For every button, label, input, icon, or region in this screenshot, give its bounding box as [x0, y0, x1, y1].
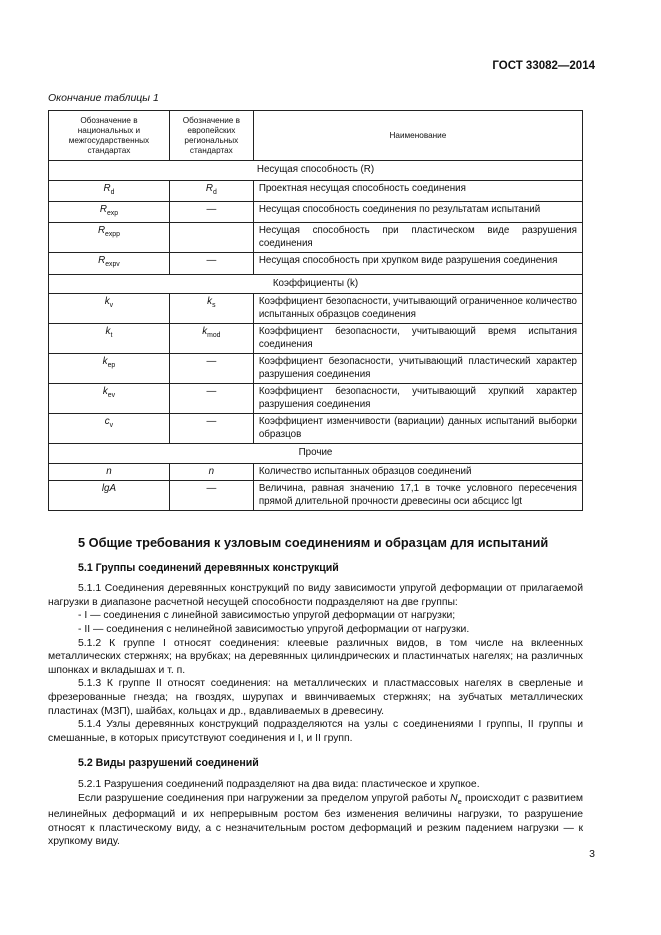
paragraph-5-1-3: 5.1.3 К группе II относят соединения: на металлических и пластмассовых нагелях в сверленые и фрезерованные гнезда; на гвоздях, шурупах и ввинчиваемых стержнях; на зубчатых металлических пластинах (МЗП), шайбах, кольцах и др., вдавливаемых в древесину. — [48, 678, 583, 717]
national-symbol-cell — [49, 294, 170, 324]
symbol: k — [202, 326, 208, 338]
national-symbol-cell — [49, 223, 170, 253]
paragraph-5-1-1: 5.1.1 Соединения деревянных конструкций по виду зависимости упругой деформации от прилагаемой нагрузки в диапазоне расчетной несущей способности подразделяют на две группы: — [48, 583, 583, 608]
national-symbol-cell — [49, 354, 170, 384]
symbol: n — [106, 465, 112, 477]
symbol: R — [99, 203, 107, 215]
table-row — [49, 463, 583, 481]
text-fragment: происходит с развитием нелинейных деформаций и их непрерывным ростом без изменения величины нагрузки, то разрушение относят к пластическому виду, а с незначительным ростом деформаций и резким падением нагрузки — к хрупкому виду. — [48, 792, 583, 848]
symbol-subscript: exp — [106, 209, 119, 217]
section-row — [49, 444, 583, 464]
symbol: k — [105, 326, 111, 338]
national-symbol-cell — [49, 324, 170, 354]
page-number: 3 — [589, 848, 595, 860]
table-body — [49, 161, 583, 511]
name-cell: Величина, равная значению 17,1 в точке условного пересечения прямой длительной прочности древесины оси абсцисс lgt — [253, 481, 582, 511]
symbol-subscript: expv — [105, 261, 120, 269]
symbol: lgA — [101, 483, 117, 495]
symbol: R — [103, 182, 111, 194]
national-symbol-cell — [49, 384, 170, 414]
column-header-name: Наименование — [253, 111, 582, 161]
symbol: R — [205, 182, 213, 194]
national-symbol-cell — [49, 414, 170, 444]
national-symbol-cell — [49, 463, 170, 481]
column-header-european: Обозначение в европейских региональных стандартах — [169, 111, 253, 161]
column-header-national: Обозначение в национальных и межгосударственных стандартах — [49, 111, 170, 161]
symbol-subscript: d — [212, 188, 217, 196]
symbol-subscript: ep — [107, 362, 116, 370]
name-cell: Несущая способность соединения по результатам испытаний — [253, 201, 582, 222]
name-cell: Коэффициент безопасности, учитывающий пластический характер разрушения соединения — [253, 354, 582, 384]
subsection-5-2-title: 5.2 Виды разрушений соединений — [78, 757, 259, 770]
section-title: Коэффициенты (k) — [49, 274, 583, 294]
name-cell: Коэффициент безопасности, учитывающий ограниченное количество испытанных образцов соединения — [253, 294, 582, 324]
european-symbol-cell: — — [169, 201, 253, 222]
symbol: k — [102, 356, 108, 368]
section-row — [49, 161, 583, 181]
body-text — [48, 536, 583, 849]
european-symbol-cell — [169, 223, 253, 253]
table-row — [49, 354, 583, 384]
symbol: n — [208, 465, 215, 477]
text-fragment: Если разрушение соединения при нагружении за пределом упругой работы — [78, 792, 451, 804]
symbol: R — [97, 225, 106, 237]
national-symbol-cell — [49, 201, 170, 222]
subsection-5-1-title: 5.1 Группы соединений деревянных конструкций — [78, 561, 339, 574]
symbol-subscript: mod — [207, 332, 221, 340]
paragraph-5-2-1-detail — [48, 792, 583, 849]
table-row — [49, 414, 583, 444]
table-row — [49, 481, 583, 511]
european-symbol-cell: — — [169, 414, 253, 444]
symbol: k — [102, 386, 108, 398]
section-title: Несущая способность (R) — [49, 161, 583, 181]
symbol-subscript: e — [457, 796, 462, 806]
name-cell: Проектная несущая способность соединения — [253, 180, 582, 201]
section-5-title: 5 Общие требования к узловым соединениям и образцам для испытаний — [78, 535, 549, 550]
national-symbol-cell — [49, 180, 170, 201]
table-row — [49, 201, 583, 222]
table-row — [49, 253, 583, 274]
symbol: N — [450, 792, 458, 804]
name-cell: Несущая способность при пластическом виде разрушения соединения — [253, 223, 582, 253]
name-cell: Коэффициент безопасности, учитывающий хрупкий характер разрушения соединения — [253, 384, 582, 414]
european-symbol-cell: — — [169, 253, 253, 274]
symbol-subscript: ev — [107, 392, 116, 400]
section-row — [49, 274, 583, 294]
symbol: R — [98, 255, 106, 267]
name-cell: Несущая способность при хрупком виде разрушения соединения — [253, 253, 582, 274]
paragraph-5-1-4: 5.1.4 Узлы деревянных конструкций подразделяются на узлы с соединениями I группы, II группы и смешанные, в которых присутствуют соединения и I, и II групп. — [48, 719, 583, 744]
table-row — [49, 294, 583, 324]
symbol-subscript: expp — [105, 231, 120, 239]
table-row — [49, 180, 583, 201]
national-symbol-cell — [49, 253, 170, 274]
european-symbol-cell — [169, 324, 253, 354]
section-title: Прочие — [49, 444, 583, 464]
table-row — [49, 223, 583, 253]
european-symbol-cell: — — [169, 384, 253, 414]
symbol-subscript: s — [212, 302, 216, 310]
name-cell: Количество испытанных образцов соединений — [253, 463, 582, 481]
european-symbol-cell — [169, 463, 253, 481]
symbol-subscript: t — [110, 332, 113, 340]
name-cell: Коэффициент изменчивости (вариации) данных испытаний выборки образцов — [253, 414, 582, 444]
table-caption: Окончание таблицы 1 — [48, 92, 159, 104]
symbol: c — [104, 416, 110, 428]
symbol-subscript: v — [109, 302, 114, 310]
symbol-subscript: d — [110, 188, 115, 196]
paragraph-5-2-1: 5.2.1 Разрушения соединений подразделяют на два вида: пластическое и хрупкое. — [78, 778, 480, 790]
list-item-group-1: - I — соединения с линейной зависимостью упругой деформации от нагрузки; — [78, 610, 456, 622]
list-item-group-2: - II — соединения с нелинейной зависимостью упругой деформации от нагрузки. — [78, 623, 470, 635]
european-symbol-cell — [169, 180, 253, 201]
european-symbol-cell — [169, 294, 253, 324]
symbols-table — [48, 110, 583, 511]
symbol-subscript: v — [109, 422, 114, 430]
european-symbol-cell: — — [169, 481, 253, 511]
symbol: k — [104, 296, 110, 308]
standard-id: ГОСТ 33082—2014 — [492, 60, 595, 72]
table-row — [49, 324, 583, 354]
name-cell: Коэффициент безопасности, учитывающий время испытания соединения — [253, 324, 582, 354]
paragraph-5-1-2: 5.1.2 К группе I относят соединения: клеевые различных видов, в том числе на вклеенных металлических стержнях; на врубках; на деревянных цилиндрических и пластинчатых нагелях; на различных шпонках и вкладышах и т. п. — [48, 637, 583, 676]
table-row — [49, 384, 583, 414]
national-symbol-cell — [49, 481, 170, 511]
symbol: k — [207, 296, 213, 308]
european-symbol-cell: — — [169, 354, 253, 384]
